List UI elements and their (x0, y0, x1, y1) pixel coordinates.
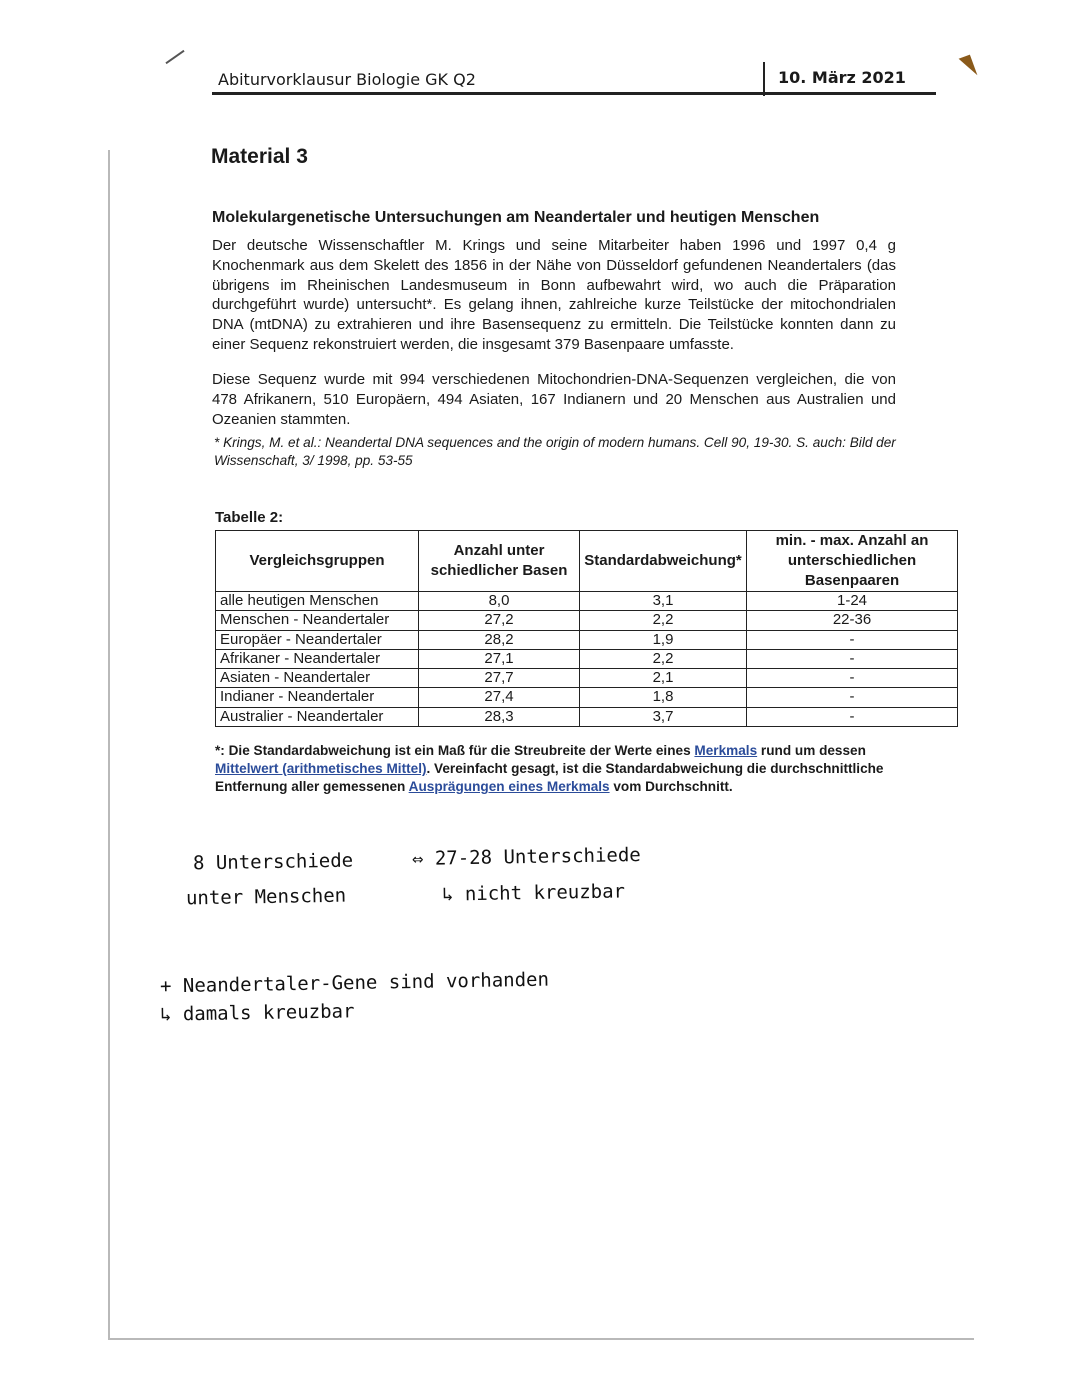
handwritten-note-2-line-2: ↳ nicht kreuzbar (441, 880, 626, 906)
table-footnote (215, 742, 905, 796)
header-cell-groups: Vergleichsgruppen (216, 531, 419, 592)
table-row (216, 707, 958, 726)
footnote-text-2: rund um dessen (757, 743, 866, 758)
cell-stddev: 3,7 (580, 707, 747, 726)
cell-stddev: 3,1 (580, 592, 747, 611)
cell-differences: 27,2 (419, 611, 580, 630)
table-row (216, 688, 958, 707)
table-label: Tabelle 2: (215, 509, 284, 526)
header-separator (763, 62, 765, 96)
link-merkmals[interactable]: Merkmals (694, 743, 758, 758)
cell-group: Afrikaner - Neandertaler (216, 649, 419, 668)
material-title: Material 3 (211, 145, 308, 168)
footnote-text-1: *: Die Standardabweichung ist ein Maß für die Streubreite der Werte eines (215, 743, 695, 758)
handwritten-note-3-line-2: ↳ damals kreuzbar (159, 1000, 355, 1026)
footnote-text-4: vom Durchschnitt. (609, 779, 733, 794)
link-auspraegungen[interactable]: Ausprägungen eines Merkmals (408, 779, 610, 794)
page-corner-mark (959, 55, 978, 80)
link-mittelwert[interactable]: Mittelwert (arithmetisches Mittel) (215, 761, 427, 776)
cell-group: alle heutigen Menschen (216, 592, 419, 611)
page-edge-bottom (108, 1338, 974, 1340)
section-heading: Molekulargenetische Untersuchungen am Neandertaler und heutigen Menschen (212, 209, 820, 226)
handwritten-note-3-line-1: + Neandertaler-Gene sind vorhanden (159, 968, 550, 998)
table-row (216, 630, 958, 649)
fold-mark (165, 50, 184, 64)
header-cell-range: min. - max. Anzahl an unterschiedlichen Basenpaaren (747, 531, 958, 592)
cell-differences: 27,1 (419, 649, 580, 668)
table-header-row (216, 531, 958, 592)
handwritten-note-1-line-1: 8 Unterschiede (192, 849, 354, 875)
cell-range: - (747, 649, 958, 668)
page-edge-left (108, 150, 110, 1340)
header-date: 10. März 2021 (778, 68, 906, 87)
cell-range: - (747, 688, 958, 707)
cell-range: 1-24 (747, 592, 958, 611)
cell-stddev: 2,1 (580, 669, 747, 688)
cell-group: Menschen - Neandertaler (216, 611, 419, 630)
cell-range: - (747, 669, 958, 688)
cell-differences: 28,3 (419, 707, 580, 726)
cell-group: Australier - Neandertaler (216, 707, 419, 726)
table-row (216, 669, 958, 688)
header-rule (212, 92, 936, 95)
cell-differences: 8,0 (419, 592, 580, 611)
cell-stddev: 1,9 (580, 630, 747, 649)
handwritten-note-1-line-2: unter Menschen (185, 884, 347, 910)
cell-group: Indianer - Neandertaler (216, 688, 419, 707)
cell-stddev: 2,2 (580, 649, 747, 668)
cell-differences: 28,2 (419, 630, 580, 649)
footnote-text-3: . Vereinfacht gesagt, ist die Standardabweichung die durchschnittliche Entfernung aller gemessenen (215, 761, 884, 794)
cell-stddev: 1,8 (580, 688, 747, 707)
citation: * Krings, M. et al.: Neandertal DNA sequences and the origin of modern humans. Cell 90, 19-30. S. auch: Bild der Wissenschaft, 3/ 1998, pp. 53-55 (214, 435, 896, 468)
cell-range: - (747, 707, 958, 726)
cell-stddev: 2,2 (580, 611, 747, 630)
header-cell-stddev: Standardabweichung* (580, 531, 747, 592)
cell-differences: 27,7 (419, 669, 580, 688)
table-row (216, 592, 958, 611)
header-cell-differences: Anzahl unter schiedlicher Basen (419, 531, 580, 592)
paragraph-1: Der deutsche Wissenschaftler M. Krings und seine Mitarbeiter haben 1996 und 1997 0,4 g Knochenmark aus dem Skelett des 1856 in der Nähe von Düsseldorf gefundenen Neandertalers (das übrigens im Rheinischen Landesmuseum in Bonn aufbewahrt wird, wo auch die Präparation durchgeführt wurde) untersucht*. Es gelang ihnen, zahlreiche kurze Teilstücke der mitochondrialen DNA (mtDNA) zu extrahieren und ihre Basensequenz zu ermitteln. Die Teilstücke konnten dann zu einer Sequenz rekonstruiert werden, die insgesamt 379 Basenpaare umfasste. (212, 237, 896, 353)
header-title: Abiturvorklausur Biologie GK Q2 (218, 70, 476, 89)
handwritten-note-2-line-1: ⇔ 27-28 Unterschiede (411, 844, 641, 870)
cell-group: Europäer - Neandertaler (216, 630, 419, 649)
table-row (216, 611, 958, 630)
page-corner-fold (0, 0, 110, 150)
comparison-table (215, 530, 958, 727)
cell-range: - (747, 630, 958, 649)
paragraph-2: Diese Sequenz wurde mit 994 verschiedenen Mitochondrien-DNA-Sequenzen vergleichen, die von 478 Afrikanern, 510 Europäern, 494 Asiaten, 167 Indianern und 20 Menschen aus Australien und Ozeanien stammten. (212, 371, 896, 428)
cell-differences: 27,4 (419, 688, 580, 707)
cell-group: Asiaten - Neandertaler (216, 669, 419, 688)
table-row (216, 649, 958, 668)
cell-range: 22-36 (747, 611, 958, 630)
